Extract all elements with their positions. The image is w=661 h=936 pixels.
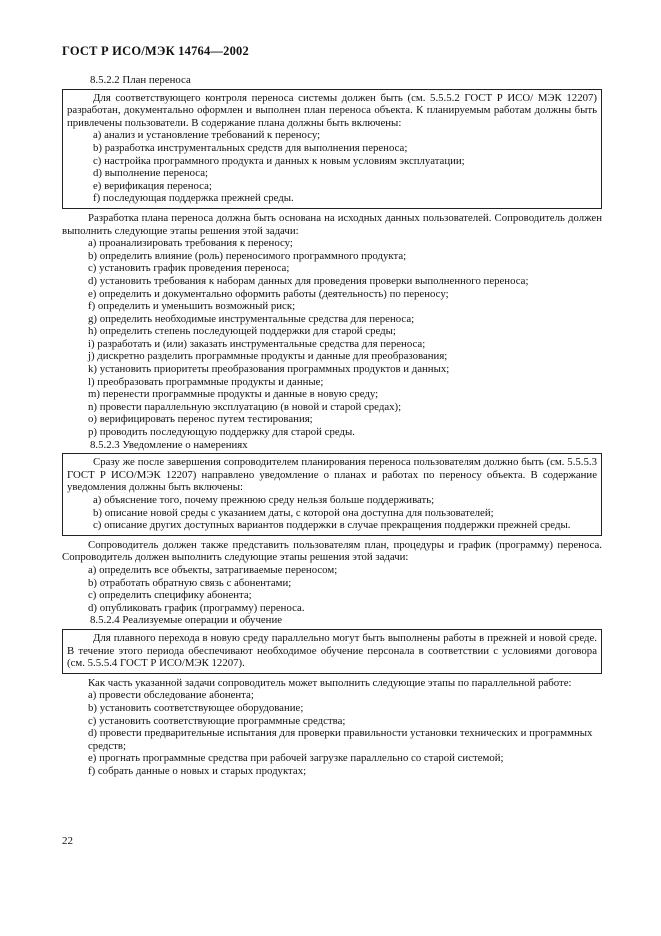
list-item: j) дискретно разделить программные продукты и данные для преобразования; xyxy=(88,350,448,363)
box-list xyxy=(67,494,597,532)
list-item: d) провести предварительные испытания для проверки правильности установки технических и программных средств; xyxy=(88,727,593,752)
body-paragraph: Разработка плана переноса должна быть основана на исходных данных пользователей. Сопроводитель должен выполнить следующие этапы решения этой задачи: xyxy=(62,211,602,237)
framed-requirement xyxy=(62,89,602,209)
list-item: b) определить влияние (роль) переносимого программного продукта; xyxy=(88,249,407,262)
step-list xyxy=(62,237,602,439)
list-item: m) перенести программные продукты и данные в новую среду; xyxy=(88,388,379,401)
list-item: o) верифицировать перенос путем тестирования; xyxy=(88,413,313,426)
running-header: ГОСТ Р ИСО/МЭК 14764—2002 xyxy=(62,44,249,58)
list-item: c) описание других доступных вариантов поддержки в случае прекращения поддержки прежней среды. xyxy=(93,519,571,532)
list-item: a) провести обследование абонента; xyxy=(88,689,254,702)
list-item: n) провести параллельную эксплуатацию (в новой и старой средах); xyxy=(88,400,402,413)
list-item: c) настройка программного продукта и данных к новым условиям эксплуатации; xyxy=(93,154,465,167)
list-item: e) определить и документально оформить работы (деятельность) по переносу; xyxy=(88,287,449,300)
framed-requirement xyxy=(62,453,602,536)
page-content xyxy=(62,74,602,777)
list-item: a) анализ и установление требований к переносу; xyxy=(93,129,321,142)
section-heading: 8.5.2.2 План переноса xyxy=(90,74,191,86)
list-item: a) проанализировать требования к переносу; xyxy=(88,237,293,250)
list-item: a) объяснение того, почему прежнюю среду нельзя больше поддерживать; xyxy=(93,494,435,506)
box-list xyxy=(67,129,597,205)
list-item: f) определить и уменьшить возможный риск; xyxy=(88,300,296,313)
list-item: f) собрать данные о новых и старых продуктах; xyxy=(88,764,307,777)
list-item: b) описание новой среды с указанием даты, с которой она доступна для пользователей; xyxy=(93,506,494,519)
list-item: a) определить все объекты, затрагиваемые переносом; xyxy=(88,563,338,576)
list-item: c) определить специфику абонента; xyxy=(88,589,252,602)
list-item: h) определить степень последующей поддержки для старой среды; xyxy=(88,325,396,338)
box-paragraph: Сразу же после завершения сопроводителем планирования переноса пользователям должно быть (см. 5.5.5.3 ГОСТ Р ИСО/МЭК 12207) направлено уведомление о планах и работах по переносу объекта. В содержание уведомления должны быть включены: xyxy=(67,456,597,494)
list-item: p) проводить последующую поддержку для старой среды. xyxy=(88,426,355,439)
list-item: c) установить график проведения переноса; xyxy=(88,262,290,275)
section-heading: 8.5.2.3 Уведомление о намерениях xyxy=(90,438,248,451)
list-item: f) последующая поддержка прежней среды. xyxy=(93,192,294,205)
list-item: e) верификация переноса; xyxy=(93,179,212,192)
page-number: 22 xyxy=(62,835,73,847)
list-item: k) установить приоритеты преобразования программных продуктов и данных; xyxy=(88,363,450,376)
framed-requirement xyxy=(62,629,602,674)
body-paragraph: Сопроводитель должен также представить пользователям план, процедуры и график (программу) переноса. Сопроводитель должен выполнить следующие этапы решения этой задачи: xyxy=(62,538,602,564)
list-item: d) выполнение переноса; xyxy=(93,167,209,180)
list-item: l) преобразовать программные продукты и данные; xyxy=(88,375,324,388)
list-item: b) отработать обратную связь с абонентами; xyxy=(88,576,292,589)
list-item: b) разработка инструментальных средств для выполнения переноса; xyxy=(93,141,408,154)
list-item: e) прогнать программные средства при рабочей загрузке параллельно со старой системой; xyxy=(88,752,504,765)
box-paragraph: Для плавного перехода в новую среду параллельно могут быть выполнены работы в прежней и новой среде. В течение этого периода обеспечивают необходимое обучение персонала в соответствии с условиями договора (см. 5.5.5.4 ГОСТ Р ИСО/МЭК 12207). xyxy=(67,631,597,670)
step-list xyxy=(62,689,602,777)
list-item: d) установить требования к наборам данных для проведения проверки выполненного переноса; xyxy=(88,274,529,287)
step-list xyxy=(62,564,602,614)
section-heading: 8.5.2.4 Реализуемые операции и обучение xyxy=(90,614,283,627)
body-paragraph: Как часть указанной задачи сопроводитель может выполнить следующие этапы по параллельной работе: xyxy=(88,676,572,689)
list-item: c) установить соответствующие программные средства; xyxy=(88,714,346,727)
list-item: g) определить необходимые инструментальные средства для переноса; xyxy=(88,312,415,325)
box-paragraph: Для соответствующего контроля переноса системы должен быть (см. 5.5.5.2 ГОСТ Р ИСО/ МЭК 12207) разработан, документально оформлен и выполнен план переноса объекта. К планируемым работам должны быть привлечены пользователи. В содержание плана должны быть включены: xyxy=(67,91,597,129)
list-item: b) установить соответствующее оборудование; xyxy=(88,701,304,714)
list-item: d) опубликовать график (программу) переноса. xyxy=(88,601,305,614)
list-item: i) разработать и (или) заказать инструментальные средства для переноса; xyxy=(88,337,426,350)
